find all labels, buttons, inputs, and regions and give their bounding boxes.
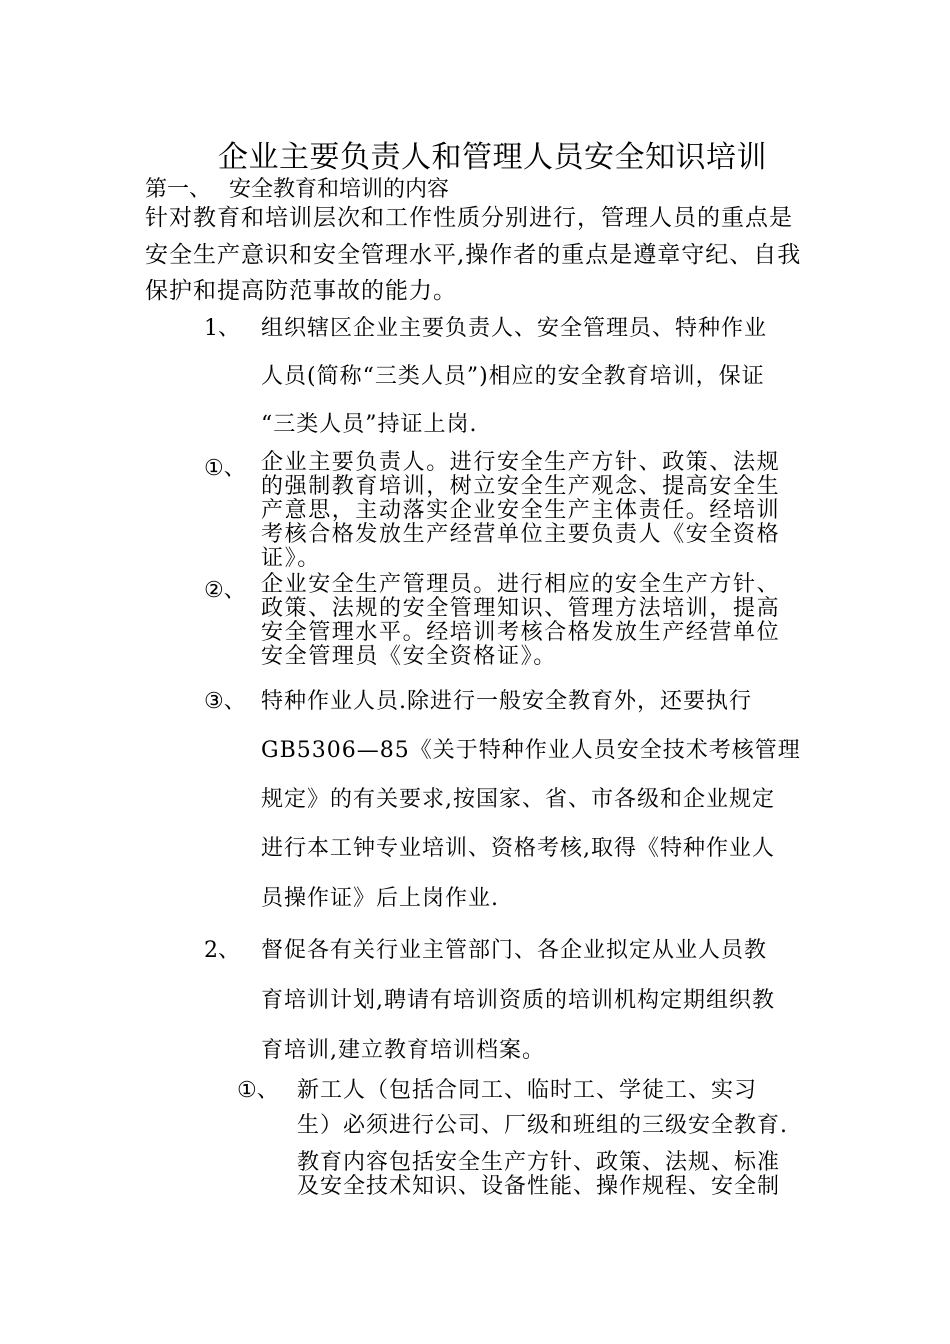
subitem-line: 生）必须进行公司、厂级和班组的三级安全教育.: [297, 1113, 788, 1138]
subitem-line: 及安全技术知识、设备性能、操作规程、安全制: [297, 1174, 781, 1199]
subitem-line: 特种作业人员.除进行一般安全教育外，还要执行: [261, 689, 752, 714]
item-line: “三类人员”持证上岗.: [261, 412, 478, 437]
subitem-line: 企业主要负责人。进行安全生产方针、政策、法规: [261, 450, 781, 475]
subitem-line: 考核合格发放生产经营单位主要负责人《安全资格: [261, 522, 781, 547]
subitem-line: 安全管理员《安全资格证》。: [261, 644, 557, 669]
subitem-line: 政策、法规的安全管理知识、管理方法培训，提高: [261, 596, 781, 621]
section-label: 第一、: [145, 177, 212, 202]
subitem-line: 产意思，主动落实企业安全生产主体责任。经培训: [261, 498, 781, 523]
item-line: 育培训计划,聘请有培训资质的培训机构定期组织教: [261, 988, 775, 1013]
document-title: 企业主要负责人和管理人员安全知识培训: [218, 140, 767, 175]
subitem-line: 规定》的有关要求,按国家、省、市各级和企业规定: [261, 787, 775, 812]
item-line: 督促各有关行业主管部门、各企业拟定从业人员教: [261, 938, 768, 963]
item-number: 2、: [204, 938, 240, 963]
intro-line: 保护和提高防范事故的能力。: [145, 278, 457, 304]
subitem-number: ①、: [204, 456, 246, 481]
subitem-number: ①、: [237, 1078, 279, 1103]
subitem-line: 的强制教育培训，树立安全生产观念、提高安全生: [261, 474, 781, 499]
subitem-number: ②、: [204, 578, 246, 603]
subitem-line: GB5306—85《关于特种作业人员安全技术考核管理: [261, 738, 801, 763]
item-line: 组织辖区企业主要负责人、安全管理员、特种作业: [261, 316, 768, 341]
subitem-line: 企业安全生产管理员。进行相应的安全生产方针、: [261, 572, 781, 597]
subitem-line: 进行本工钟专业培训、资格考核,取得《特种作业人: [261, 836, 775, 861]
subitem-line: 员操作证》后上岗作业.: [261, 886, 499, 911]
subitem-line: 新工人（包括合同工、临时工、学徒工、实习: [297, 1078, 758, 1103]
subitem-number: ③、: [204, 689, 246, 714]
subitem-line: 安全管理水平。经培训考核合格发放生产经营单位: [261, 620, 781, 645]
section-heading-text: 安全教育和培训的内容: [229, 177, 450, 202]
item-number: 1、: [204, 316, 240, 341]
item-line: 人员(简称“三类人员”)相应的安全教育培训，保证: [261, 364, 765, 389]
subitem-line: 证》。: [261, 546, 321, 571]
intro-line: 安全生产意识和安全管理水平,操作者的重点是遵章守纪、自我: [145, 242, 802, 268]
subitem-line: 教育内容包括安全生产方针、政策、法规、标准: [297, 1150, 781, 1175]
intro-line: 针对教育和培训层次和工作性质分别进行，管理人员的重点是: [145, 205, 793, 231]
item-line: 育培训,建立教育培训档案。: [261, 1038, 545, 1063]
